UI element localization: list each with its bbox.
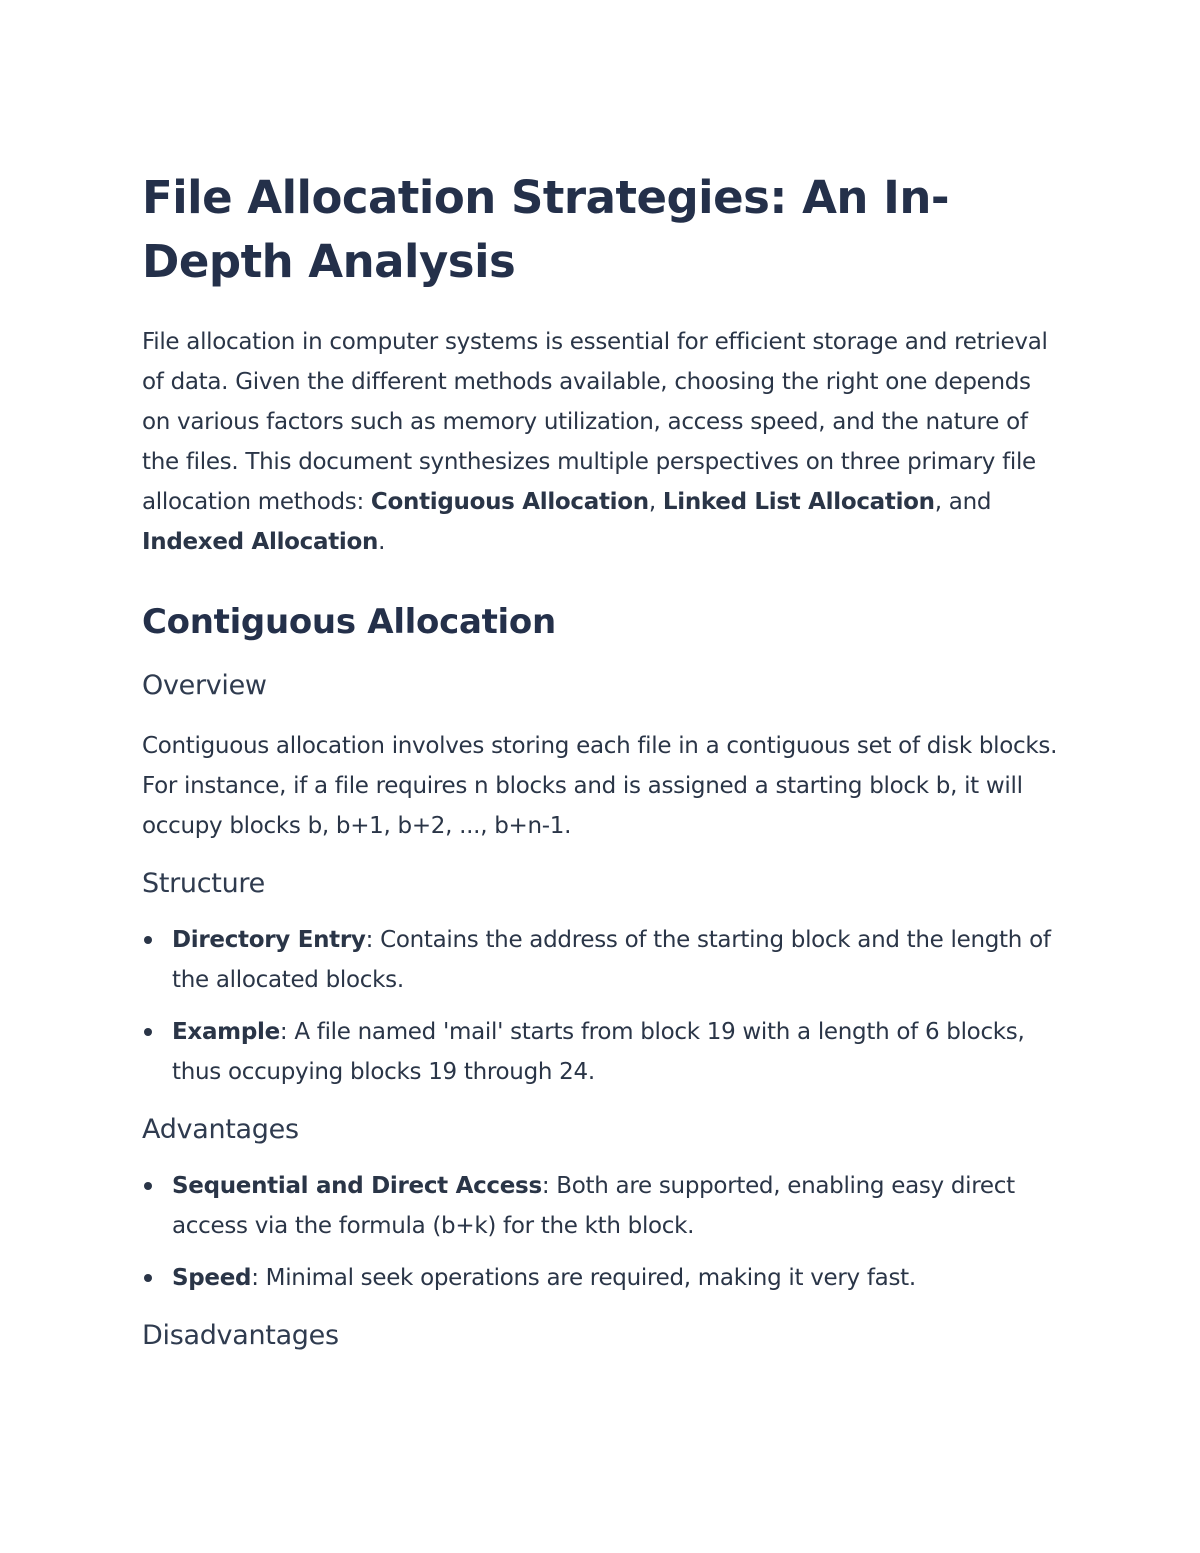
item-text: : Both are supported, enabling easy direct access via the formula (b+k) for the kth block. xyxy=(172,1173,1015,1239)
bullet-icon xyxy=(144,1274,152,1282)
item-text: : A file named 'mail' starts from block 19 with a length of 6 blocks, thus occupying blocks 19 through 24. xyxy=(172,1019,1025,1085)
item-label: Directory Entry xyxy=(172,927,366,953)
intro-end: . xyxy=(378,529,386,555)
item-label: Example xyxy=(172,1019,280,1045)
item-label: Speed xyxy=(172,1265,252,1291)
document-page xyxy=(142,166,1058,1356)
item-text: : Minimal seek operations are required, making it very fast. xyxy=(251,1265,916,1291)
item-label: Sequential and Direct Access xyxy=(172,1173,542,1199)
intro-separator: , and xyxy=(934,489,992,515)
structure-list xyxy=(142,920,1058,1092)
advantages-heading: Advantages xyxy=(142,1114,299,1145)
bullet-icon xyxy=(144,1182,152,1190)
method-indexed: Indexed Allocation xyxy=(142,529,379,555)
structure-heading: Structure xyxy=(142,868,265,899)
list-item xyxy=(142,1012,1058,1092)
overview-heading: Overview xyxy=(142,670,267,701)
disadvantages-heading: Disadvantages xyxy=(142,1320,339,1351)
item-text: : Contains the address of the starting block and the length of the allocated blocks. xyxy=(172,927,1051,993)
section-heading: Contiguous Allocation xyxy=(142,602,556,642)
document-title: File Allocation Strategies: An In-Depth Analysis xyxy=(142,171,950,288)
method-contiguous: Contiguous Allocation xyxy=(370,489,649,515)
bullet-icon xyxy=(144,1028,152,1036)
list-item xyxy=(142,1258,1058,1298)
method-linked-list: Linked List Allocation xyxy=(662,489,935,515)
bullet-icon xyxy=(144,936,152,944)
list-item xyxy=(142,1166,1058,1246)
intro-separator: , xyxy=(648,489,663,515)
list-item xyxy=(142,920,1058,1000)
advantages-list xyxy=(142,1166,1058,1298)
intro-text: File allocation in computer systems is essential for efficient storage and retrieval of data. Given the different methods available, choosing the right one depends on various factors such as memory utilization, access speed, and the nature of the files. This document synthesizes multiple perspectives on three primary file allocation methods: xyxy=(142,329,1048,515)
overview-paragraph: Contiguous allocation involves storing each file in a contiguous set of disk blocks. For instance, if a file requires n blocks and is assigned a starting block b, it will occupy blocks b, b+1, b+2, ..., b+n-1. xyxy=(142,733,1058,839)
intro-paragraph xyxy=(142,322,1058,562)
